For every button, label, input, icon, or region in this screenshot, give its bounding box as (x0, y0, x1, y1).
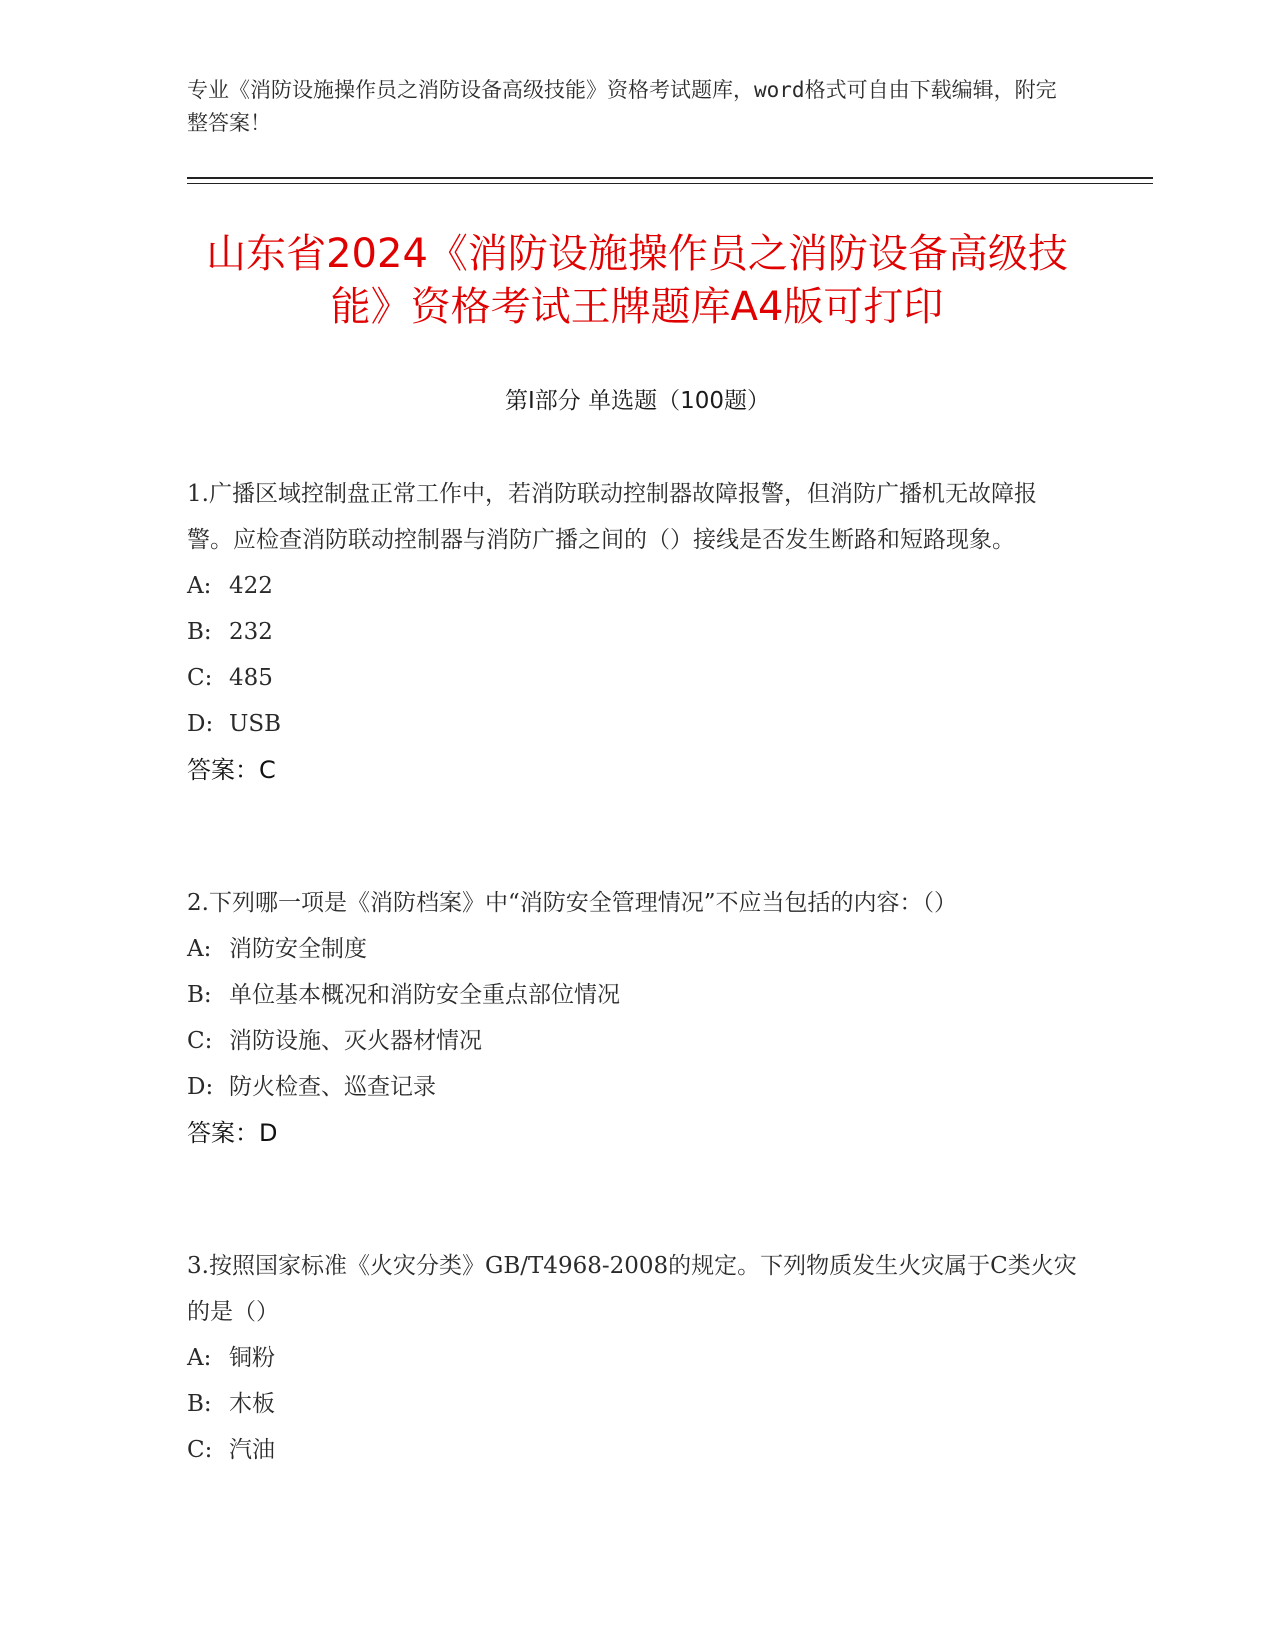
answer-line: 答案：D (187, 1119, 278, 1147)
option-b (187, 609, 1077, 655)
question-2 (187, 880, 1077, 1156)
option-letter: C: (187, 1028, 213, 1054)
option-text: 木板 (229, 1391, 275, 1417)
option-c (187, 655, 1077, 701)
header-divider-thick (187, 177, 1153, 179)
option-b (187, 972, 1077, 1018)
option-letter: B: (187, 619, 212, 645)
option-letter: D: (187, 711, 214, 737)
question-1 (187, 471, 1077, 793)
option-text: 232 (229, 619, 273, 645)
option-text: 铜粉 (229, 1345, 275, 1371)
option-d (187, 701, 1077, 747)
option-text: 防火检查、巡查记录 (229, 1074, 436, 1100)
option-text: 汽油 (229, 1437, 275, 1463)
option-text: 422 (229, 573, 273, 599)
option-c (187, 1018, 1077, 1064)
option-text: 消防安全制度 (229, 936, 367, 962)
option-letter: C: (187, 1437, 213, 1463)
option-a (187, 1335, 1077, 1381)
option-letter: A: (187, 936, 212, 962)
question-stem: 2.下列哪一项是《消防档案》中“消防安全管理情况”不应当包括的内容：（） (187, 890, 957, 916)
document-title: 山东省2024《消防设施操作员之消防设备高级技能》资格考试王牌题库A4版可打印 (206, 231, 1068, 330)
question-3 (187, 1243, 1077, 1473)
option-letter: C: (187, 665, 213, 691)
header-divider-thin (187, 183, 1153, 184)
option-b (187, 1381, 1077, 1427)
section-heading: 第I部分 单选题（100题） (505, 388, 770, 414)
option-letter: B: (187, 982, 212, 1008)
option-text: 单位基本概况和消防安全重点部位情况 (229, 982, 620, 1008)
header-note: 专业《消防设施操作员之消防设备高级技能》资格考试题库，word格式可自由下载编辑，附完整答案！ (187, 78, 1057, 135)
option-d (187, 1064, 1077, 1110)
option-letter: A: (187, 573, 212, 599)
option-letter: B: (187, 1391, 212, 1417)
option-letter: A: (187, 1345, 212, 1371)
answer-line: 答案：C (187, 756, 276, 784)
option-a (187, 926, 1077, 972)
option-text: USB (229, 711, 282, 737)
option-text: 485 (229, 665, 273, 691)
question-stem: 3.按照国家标准《火灾分类》GB/T4968-2008的规定。下列物质发生火灾属于C类火灾的是（） (187, 1253, 1077, 1325)
question-stem: 1.广播区域控制盘正常工作中，若消防联动控制器故障报警，但消防广播机无故障报警。应检查消防联动控制器与消防广播之间的（）接线是否发生断路和短路现象。 (187, 481, 1037, 553)
option-text: 消防设施、灭火器材情况 (229, 1028, 482, 1054)
option-letter: D: (187, 1074, 214, 1100)
option-c (187, 1427, 1077, 1473)
option-a (187, 563, 1077, 609)
